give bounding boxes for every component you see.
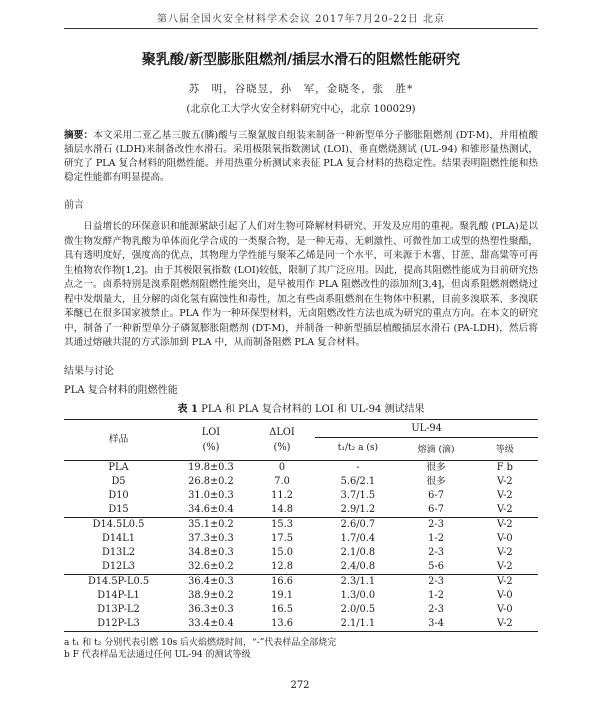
cell-dloi: 15.3 — [249, 517, 315, 532]
table-row — [64, 574, 538, 589]
abstract-text: 本文采用二亚乙基三胺五(膦)酸与三聚氰胺自组装来制备一种新型单分子膨胀阻燃剂 (DT-M)，并用植酸插层水滑石 (LDH)来制备改性水滑石。采用极限氧指数测试 (LOI)、垂直燃烧测试 (UL-94) 和锥形量热测试，研究了 PLA 复合材料的阻燃性能。并用热重分析测试来表征 PLA 复合材料的热稳定性。结果表明阻燃性能和热稳定性能都有明显提高。 — [64, 130, 538, 183]
cell-dloi: 7.0 — [274, 475, 290, 487]
cell-drip: 2-3 — [401, 574, 472, 589]
cell-drip: 3-4 — [401, 617, 472, 632]
table-caption-number: 表 1 — [177, 403, 198, 415]
cell-sample: D14P-L1 — [97, 589, 140, 601]
cell-drip: 1-2 — [428, 532, 444, 544]
cell-sample: D10 — [108, 489, 129, 501]
cell-loi: 34.6±0.4 — [188, 503, 234, 515]
results-table-body — [64, 460, 538, 631]
header-rating: 等级 — [472, 437, 538, 460]
cell-drip: 很多 — [426, 475, 446, 487]
cell-dloi: 16.6 — [249, 574, 315, 589]
cell-t1t2: 2.3/1.1 — [315, 574, 400, 589]
cell-loi: 34.8±0.3 — [188, 546, 234, 558]
table-row — [64, 560, 538, 575]
cell-dloi: 13.6 — [249, 617, 315, 632]
cell-drip: 2-3 — [401, 517, 472, 532]
cell-rating: V-2 — [496, 475, 513, 487]
header-loi — [173, 419, 249, 460]
cell-drip: 2-3 — [428, 546, 444, 558]
table-caption — [64, 400, 538, 415]
cell-dloi: 17.5 — [271, 532, 293, 544]
cell-sample: D13P-L2 — [97, 603, 140, 615]
cell-sample: D5 — [111, 475, 126, 487]
cell-loi: 36.3±0.3 — [188, 603, 234, 615]
cell-rating: V-2 — [496, 503, 513, 515]
table-row — [64, 603, 538, 617]
table-caption-text: PLA 和 PLA 复合材料的 LOI 和 UL-94 测试结果 — [197, 403, 425, 415]
cell-dloi: 14.8 — [271, 503, 293, 515]
table-row — [64, 475, 538, 489]
header-burn-time: t₁/t₂ a (s) — [315, 437, 400, 460]
header-drip: 熔滴 (滴) — [401, 437, 472, 460]
cell-rating: V-2 — [472, 517, 538, 532]
cell-loi: 33.4±0.4 — [173, 617, 249, 632]
footnote-a: a t₁ 和 t₂ 分别代表引燃 10s 后火焰燃烧时间，“-”代表样品全部烧完 — [64, 637, 337, 648]
table-row — [64, 546, 538, 560]
abstract — [64, 129, 538, 185]
table-footnotes — [64, 637, 538, 661]
cell-loi: 37.3±0.3 — [188, 532, 234, 544]
cell-sample: D12L3 — [101, 560, 136, 572]
page-number: 272 — [290, 680, 310, 691]
cell-rating: V-0 — [496, 603, 513, 615]
cell-drip: 1-2 — [428, 589, 444, 601]
header-delta-loi-label: ΔLOI — [269, 426, 295, 438]
cell-rating: V-2 — [472, 574, 538, 589]
cell-t1t2: 2.9/1.2 — [340, 503, 376, 515]
table-row — [64, 489, 538, 503]
subsection-heading: PLA 复合材料的阻燃性能 — [64, 384, 178, 396]
header-delta-loi-unit: (%) — [273, 441, 291, 453]
cell-rating: V-2 — [496, 560, 513, 572]
table-row — [64, 617, 538, 632]
cell-t1t2: 2.1/0.8 — [340, 546, 376, 558]
cell-t1t2: 1.3/0.0 — [340, 589, 376, 601]
cell-sample: D14.5P-L0.5 — [64, 574, 173, 589]
cell-t1t2: 2.1/1.1 — [315, 617, 400, 632]
cell-loi: 26.8±0.2 — [188, 475, 234, 487]
cell-drip: 6-7 — [428, 489, 444, 501]
cell-t1t2: 2.4/0.8 — [340, 560, 376, 572]
intro-paragraph: 日益增长的环保意识和能源紧缺引起了人们对生物可降解材料研究、开发及应用的重视。聚乳酸 (PLA)是以微生物发酵产物乳酸为单体而化学合成的一类聚合物，是一种无毒、无刺激性、可微性加工成型的热塑性聚酯，具有透明度好，强度高的优点，其物理力学性能与聚苯乙烯是同一个水平，可来源于木薯、甘蔗、甜高粱等可再生植物农作物[1,2]。由于其极限氧指数 (LOI)较低，限制了其广泛应用。因此，提高其阻燃性能成为目前研究热点之一。卤系特别是溴系阻燃剂阻燃性能突出，是早被用作 PLA 阻燃改性的添加剂[3,4]，但卤系阻燃剂燃烧过程中发烟量大，且分解的卤化氢有腐蚀性和毒性，加之有些卤系阻燃剂在生物体中积累，目前多溴联苯、多溴联苯醚已在很多国家被禁止。PLA 作为一种环保型材料，无卤阻燃改性方法也成为研究的重点方向。在本文的研究中，制备了一种新型单分子磷氮膨胀阻燃剂 (DT-M)，并制备一种新型插层植酸插层水滑石 (PA-LDH)，然后将其通过熔融共混的方式添加到 PLA 中，从而制备阻燃 PLA 复合材料。 — [64, 221, 538, 348]
table-row — [64, 517, 538, 532]
table-row — [64, 460, 538, 475]
affiliation: (北京化工大学火安全材料研究中心，北京 100029) — [186, 104, 416, 115]
cell-t1t2: 5.6/2.1 — [340, 475, 376, 487]
cell-dloi: 16.5 — [271, 603, 293, 615]
cell-t1t2: 2.0/0.5 — [340, 603, 376, 615]
cell-drip: 6-7 — [428, 503, 444, 515]
intro-heading: 前言 — [64, 200, 84, 211]
cell-rating: V-2 — [496, 546, 513, 558]
cell-dloi: 19.1 — [271, 589, 293, 601]
header-loi-label: LOI — [201, 426, 221, 438]
running-header: 第八届全国火安全材料学术会议 2017年7月20-22日 北京 — [64, 10, 538, 29]
results-table — [64, 419, 538, 632]
header-delta-loi — [249, 419, 315, 460]
cell-sample: PLA — [64, 460, 173, 475]
cell-rating: V-2 — [472, 617, 538, 632]
author-list: 苏 明，谷晓昱，孙 军，金晓冬，张 胜* — [188, 83, 414, 95]
cell-sample: D14.5L0.5 — [64, 517, 173, 532]
header-sample: 样品 — [64, 419, 173, 460]
cell-sample: D12P-L3 — [64, 617, 173, 632]
cell-rating: F b — [472, 460, 538, 475]
cell-dloi: 11.2 — [271, 489, 293, 501]
cell-drip: 5-6 — [428, 560, 444, 572]
cell-drip: 2-3 — [428, 603, 444, 615]
cell-rating: V-2 — [496, 489, 513, 501]
cell-loi: 35.1±0.2 — [173, 517, 249, 532]
cell-t1t2: 3.7/1.5 — [340, 489, 376, 501]
cell-loi: 38.9±0.2 — [188, 589, 234, 601]
cell-loi: 31.0±0.3 — [188, 489, 234, 501]
paper-title: 聚乳酸/新型膨胀阻燃剂/插层水滑石的阻燃性能研究 — [141, 52, 461, 68]
cell-rating: V-0 — [496, 589, 513, 601]
cell-drip: 很多 — [401, 460, 472, 475]
cell-sample: D14L1 — [101, 532, 136, 544]
cell-t1t2: 2.6/0.7 — [315, 517, 400, 532]
cell-dloi: 15.0 — [271, 546, 293, 558]
abstract-label: 摘要： — [64, 130, 94, 141]
cell-loi: 36.4±0.3 — [173, 574, 249, 589]
header-ul94: UL-94 — [315, 419, 538, 437]
cell-t1t2: - — [315, 460, 400, 475]
cell-rating: V-0 — [496, 532, 513, 544]
header-loi-unit: (%) — [202, 441, 220, 453]
cell-loi: 19.8±0.3 — [173, 460, 249, 475]
results-heading: 结果与讨论 — [64, 365, 114, 377]
cell-t1t2: 1.7/0.4 — [340, 532, 376, 544]
cell-sample: D15 — [108, 503, 129, 515]
cell-dloi: 0 — [249, 460, 315, 475]
table-row — [64, 589, 538, 603]
cell-loi: 32.6±0.2 — [188, 560, 234, 572]
footnote-b: b F 代表样品无法通过任何 UL-94 的测试等级 — [64, 649, 251, 660]
table-row — [64, 503, 538, 518]
cell-dloi: 12.8 — [271, 560, 293, 572]
table-row — [64, 532, 538, 546]
cell-sample: D13L2 — [101, 546, 136, 558]
